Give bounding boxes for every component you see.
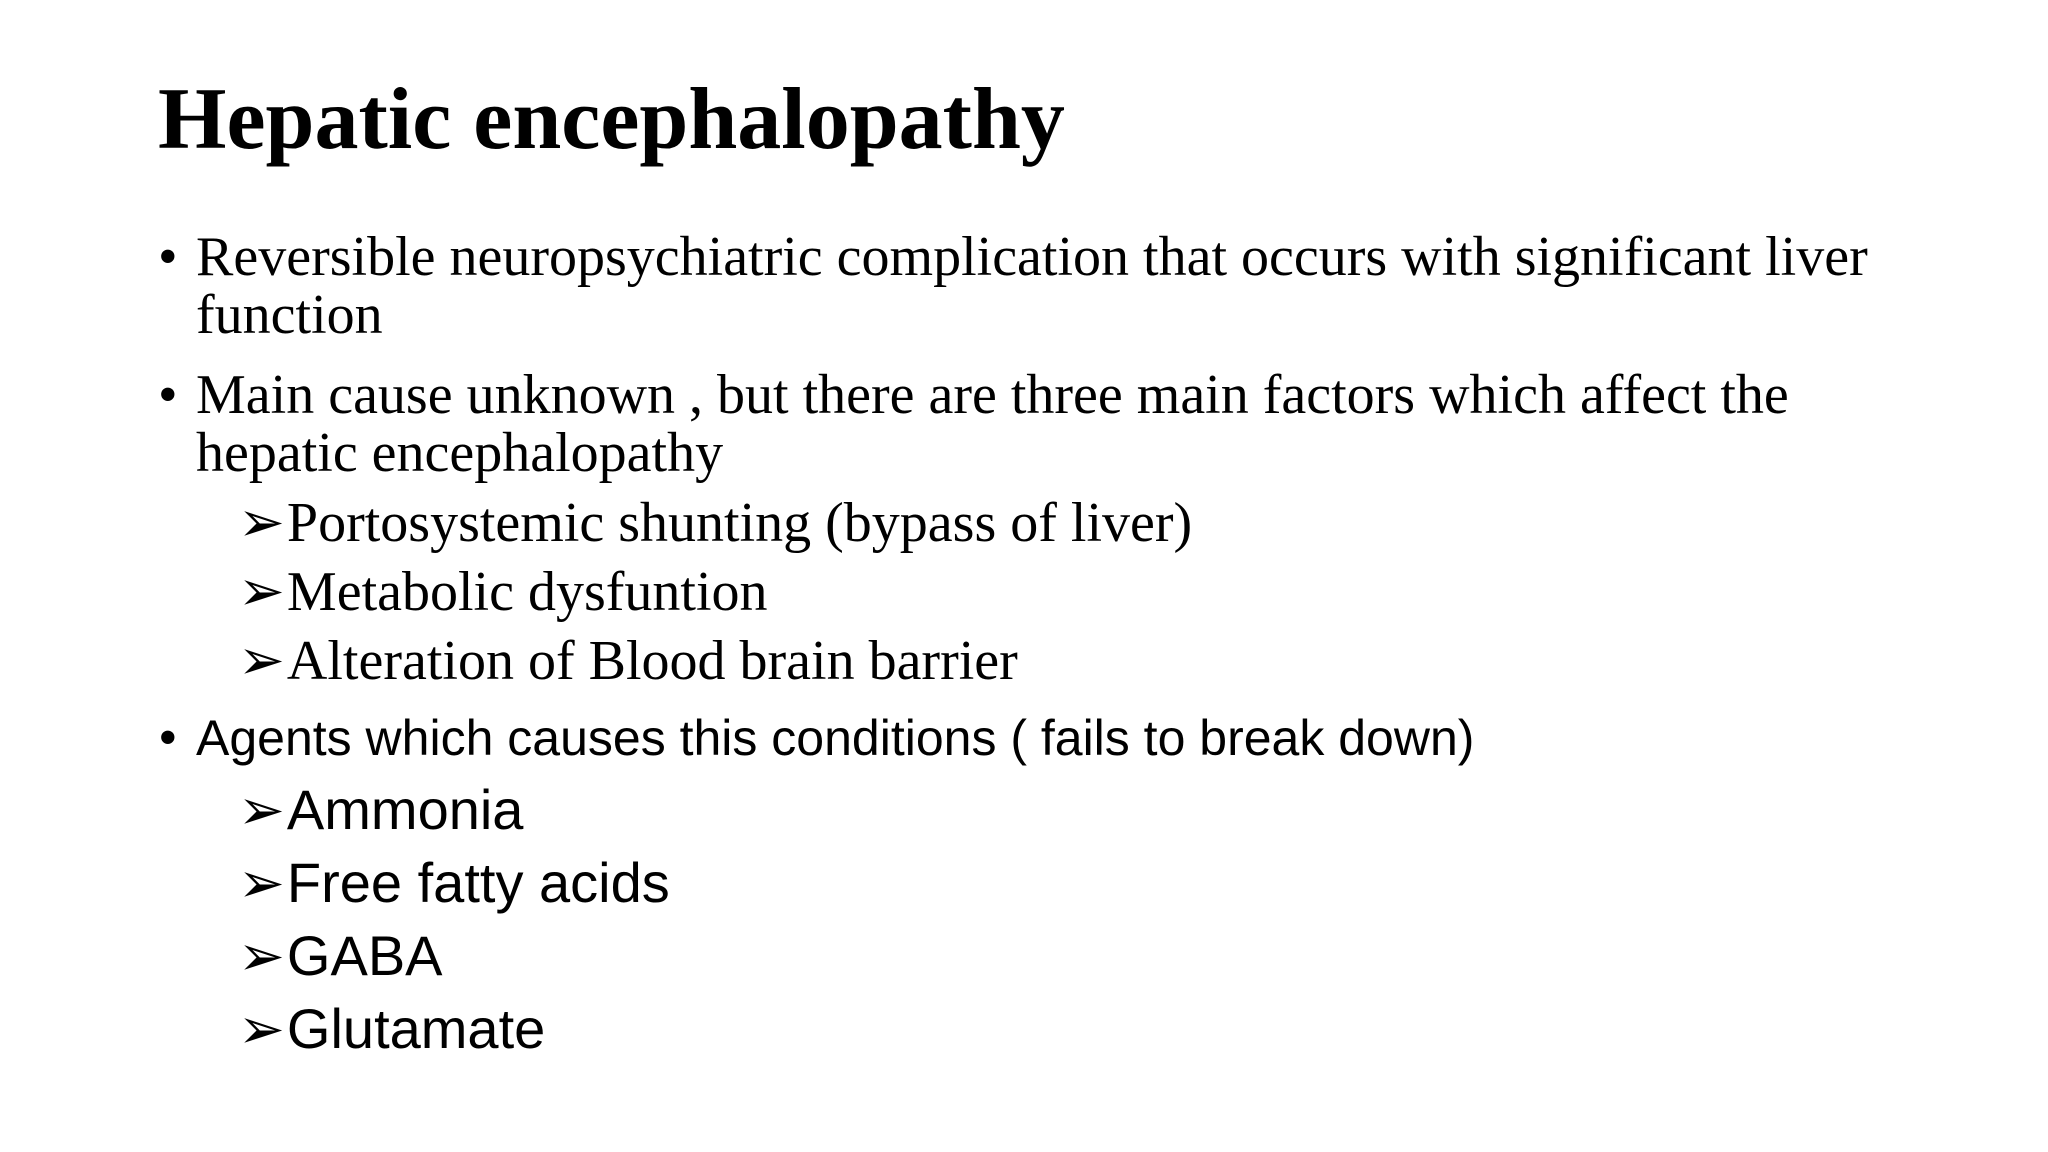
- sub-item-label: Portosystemic shunting (bypass of liver): [286, 492, 1193, 554]
- sub-item-label: Free fatty acids: [286, 851, 670, 914]
- arrow-bullet-icon: ➢: [238, 492, 285, 554]
- sub-item-label: Alteration of Blood brain barrier: [286, 630, 1018, 692]
- arrow-bullet-icon: ➢: [238, 924, 285, 987]
- bullet-dot-icon: •: [158, 364, 178, 426]
- arrow-bullet-icon: ➢: [238, 561, 285, 623]
- sub-item-gaba: [238, 923, 443, 989]
- sub-item-label: Ammonia: [286, 778, 524, 841]
- bullet-item-agents: [158, 707, 1918, 769]
- sub-item-label: Glutamate: [286, 997, 546, 1060]
- bullet-dot-icon: •: [158, 226, 178, 288]
- sub-item-free-fatty-acids: [238, 850, 670, 916]
- arrow-bullet-icon: ➢: [238, 851, 285, 914]
- sub-item-ammonia: [238, 777, 523, 843]
- sub-item-metabolic-dysfunction: [238, 561, 768, 623]
- arrow-bullet-icon: ➢: [238, 778, 285, 841]
- bullet-text: Main cause unknown , but there are three main factors which affect the hepatic encephalopathy: [196, 364, 1789, 484]
- bullet-item-reversible: [158, 228, 1918, 344]
- arrow-bullet-icon: ➢: [238, 997, 285, 1060]
- slide-title: Hepatic encephalopathy: [158, 71, 1065, 168]
- sub-item-glutamate: [238, 996, 545, 1062]
- bullet-text: Reversible neuropsychiatric complication that occurs with significant liver function: [196, 226, 1868, 346]
- sub-item-label: Metabolic dysfuntion: [286, 561, 768, 623]
- arrow-bullet-icon: ➢: [238, 630, 285, 692]
- bullet-dot-icon: •: [158, 707, 178, 769]
- bullet-item-main-cause: [158, 366, 1918, 482]
- bullet-text: Agents which causes this conditions ( fails to break down): [196, 710, 1475, 766]
- sub-item-portosystemic-shunting: [238, 492, 1192, 554]
- sub-item-label: GABA: [286, 924, 443, 987]
- sub-item-blood-brain-barrier: [238, 630, 1018, 692]
